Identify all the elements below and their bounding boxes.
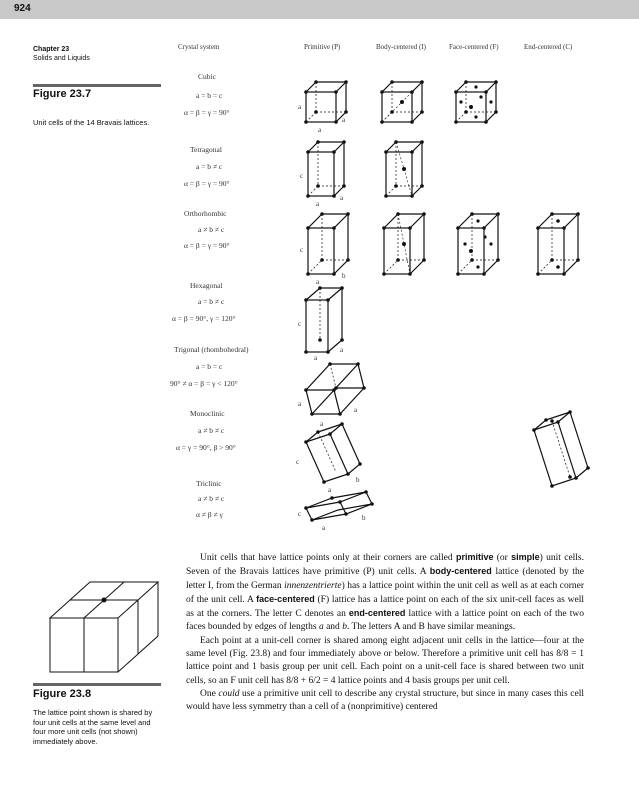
svg-text:α = β = 90°, γ = 120°: α = β = 90°, γ = 120° bbox=[172, 314, 236, 323]
svg-text:a: a bbox=[314, 354, 318, 362]
header-primitive: Primitive (P) bbox=[304, 43, 341, 51]
svg-text:Monoclinic: Monoclinic bbox=[190, 409, 225, 418]
chapter-title: Solids and Liquids bbox=[33, 55, 90, 62]
paragraph-1: Unit cells that have lattice points only at their corners are called primitive (or simple) unit cells. Seven of the Bravais lattices have primitive (P) unit cells. A body-centered lattice (denoted by the letter I, from the German innenzentrierte) has a lattice point within the unit cell as well as at each corner of the unit cell. A face-centered (F) lattice has a lattice point on each of the six unit-cell faces as well as at the corners. The letter C denotes an end-centered lattice with a lattice point on each of the two faces bounded by edges of lengths a and b. The letters A and B have similar meanings. bbox=[186, 552, 585, 633]
svg-text:b: b bbox=[356, 476, 360, 484]
orthorhombic-primitive-cell bbox=[300, 212, 350, 286]
svg-text:90° ≠ α = β = γ < 120°: 90° ≠ α = β = γ < 120° bbox=[170, 379, 238, 388]
svg-text:Trigonal (rhombohedral): Trigonal (rhombohedral) bbox=[174, 345, 249, 354]
svg-text:a = b ≠ c: a = b ≠ c bbox=[198, 297, 225, 306]
svg-text:a ≠ b ≠ c: a ≠ b ≠ c bbox=[198, 225, 225, 234]
svg-text:a: a bbox=[316, 278, 320, 286]
svg-text:b: b bbox=[342, 272, 346, 280]
system-tetragonal bbox=[184, 145, 230, 188]
cubic-face-centered-cell bbox=[454, 80, 498, 124]
header-body-centered: Body-centered (I) bbox=[376, 43, 426, 51]
figure-23-7-caption: Unit cells of the 14 Bravais lattices. bbox=[33, 118, 150, 127]
figure-23-7-label: Figure 23.7 bbox=[33, 88, 92, 100]
header-face-centered: Face-centered (F) bbox=[449, 43, 499, 51]
svg-text:a: a bbox=[298, 400, 302, 408]
trigonal-primitive-cell bbox=[298, 362, 366, 428]
svg-text:c: c bbox=[300, 172, 304, 180]
svg-text:a = b = c: a = b = c bbox=[196, 91, 223, 100]
bravais-lattice-figure bbox=[160, 38, 600, 538]
svg-text:Cubic: Cubic bbox=[198, 72, 216, 81]
svg-text:a: a bbox=[316, 200, 320, 208]
cubic-primitive-cell bbox=[298, 80, 348, 134]
shared-lattice-point bbox=[102, 598, 107, 603]
svg-text:a: a bbox=[298, 103, 302, 111]
svg-text:α ≠ β ≠ γ: α ≠ β ≠ γ bbox=[196, 510, 223, 519]
svg-text:α = β = γ = 90°: α = β = γ = 90° bbox=[184, 179, 230, 188]
triclinic-primitive-cell bbox=[298, 490, 374, 532]
svg-text:α = γ = 90°, β > 90°: α = γ = 90°, β > 90° bbox=[176, 443, 236, 452]
system-trigonal bbox=[170, 345, 249, 388]
header-end-centered: End-centered (C) bbox=[524, 43, 573, 51]
svg-text:a: a bbox=[322, 524, 326, 532]
tetragonal-primitive-cell bbox=[300, 140, 346, 208]
svg-text:Triclinic: Triclinic bbox=[196, 479, 222, 488]
svg-text:Orthorhombic: Orthorhombic bbox=[184, 209, 227, 218]
figure-rule-2 bbox=[33, 683, 161, 686]
monoclinic-primitive-cell bbox=[296, 422, 362, 494]
monoclinic-end-centered-cell bbox=[532, 410, 590, 488]
svg-text:a: a bbox=[318, 126, 322, 134]
hexagonal-primitive-cell bbox=[298, 286, 344, 362]
chapter-heading bbox=[33, 45, 153, 63]
figure-23-8-caption: The lattice point shown is shared by four unit cells at the same level and four more unit cells (not shown) immediately above. bbox=[33, 708, 153, 746]
svg-text:Hexagonal: Hexagonal bbox=[190, 281, 223, 290]
svg-text:c: c bbox=[298, 510, 302, 518]
header-crystal-system: Crystal system bbox=[178, 43, 220, 51]
svg-text:a = b ≠ c: a = b ≠ c bbox=[196, 162, 223, 171]
svg-text:a: a bbox=[328, 486, 332, 494]
shared-lattice-point-figure bbox=[30, 578, 170, 678]
page-header-bar bbox=[0, 0, 639, 19]
svg-text:α = β = γ = 90°: α = β = γ = 90° bbox=[184, 108, 230, 117]
svg-text:b: b bbox=[362, 514, 366, 522]
svg-text:a: a bbox=[340, 194, 344, 202]
tetragonal-body-centered-cell bbox=[384, 140, 424, 198]
orthorhombic-face-centered-cell bbox=[456, 212, 500, 276]
cubic-body-centered-cell bbox=[380, 80, 424, 124]
svg-text:a: a bbox=[342, 116, 346, 124]
svg-text:α = β = γ = 90°: α = β = γ = 90° bbox=[184, 241, 230, 250]
orthorhombic-end-centered-cell bbox=[536, 212, 580, 276]
system-triclinic bbox=[196, 479, 225, 519]
system-cubic bbox=[184, 72, 230, 117]
system-hexagonal bbox=[172, 281, 236, 323]
orthorhombic-body-centered-cell bbox=[382, 212, 426, 276]
svg-text:c: c bbox=[298, 320, 302, 328]
figure-rule bbox=[33, 84, 161, 87]
page-number: 924 bbox=[14, 3, 31, 14]
svg-text:c: c bbox=[296, 458, 300, 466]
svg-text:a ≠ b ≠ c: a ≠ b ≠ c bbox=[198, 494, 225, 503]
svg-text:a = b = c: a = b = c bbox=[196, 362, 223, 371]
svg-text:c: c bbox=[300, 246, 304, 254]
chapter-number: Chapter 23 bbox=[33, 46, 70, 53]
svg-text:a: a bbox=[354, 406, 358, 414]
paragraph-3: One could use a primitive unit cell to describe any crystal structure, but since in many cases this cell would have less symmetry than a cell of a (nonprimitive) centered bbox=[186, 688, 584, 713]
system-orthorhombic bbox=[184, 209, 230, 250]
svg-text:Tetragonal: Tetragonal bbox=[190, 145, 222, 154]
body-text bbox=[186, 551, 584, 715]
svg-text:a: a bbox=[320, 420, 324, 428]
figure-23-8-label: Figure 23.8 bbox=[33, 688, 92, 700]
svg-text:a: a bbox=[340, 346, 344, 354]
paragraph-2: Each point at a unit-cell corner is shared among eight adjacent unit cells in the lattice—four at the same level (Fig. 23.8) and four immediately above or below. Therefore a primitive unit cell has 8/8 = 1 lattice point and 1 basis group per unit cell. Each point on a unit-cell face is shared between two unit cells, so an F unit cell has 8/8 + 6/2 = 4 lattice points and 4 basis groups per unit cell. bbox=[186, 635, 584, 686]
svg-text:a ≠ b ≠ c: a ≠ b ≠ c bbox=[198, 426, 225, 435]
system-monoclinic bbox=[176, 409, 236, 452]
